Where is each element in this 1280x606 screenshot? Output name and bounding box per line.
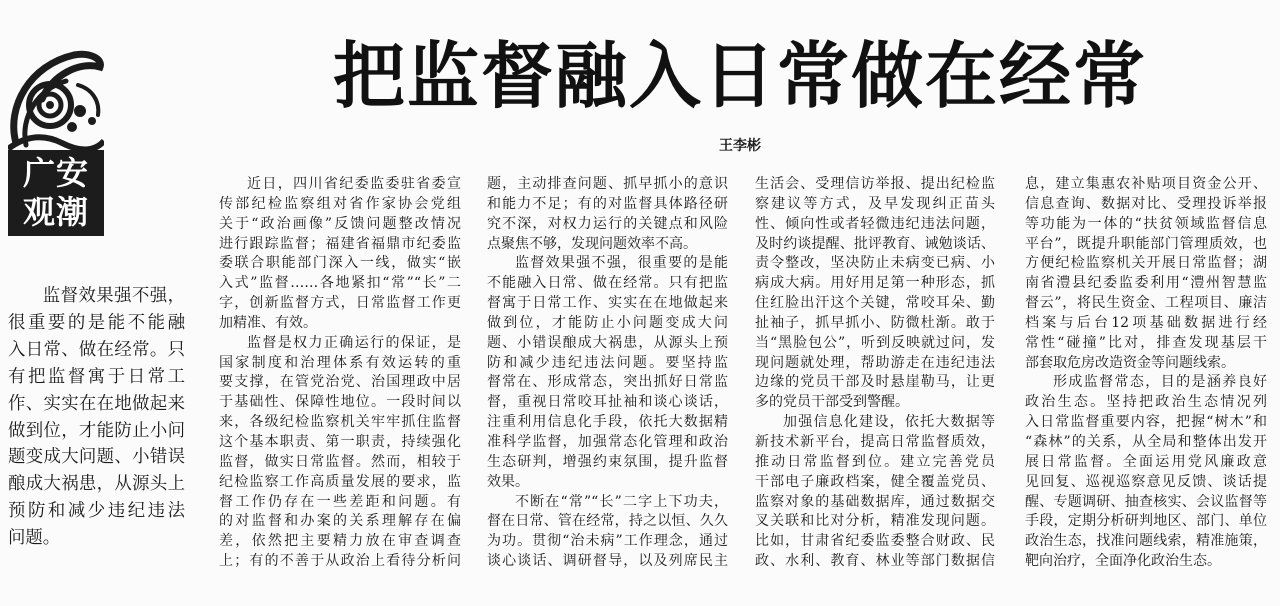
- body-line: 关于“政治画像”反馈问题整改情况: [219, 215, 461, 232]
- body-line: 的对监督和办案的关系理解存在偏: [219, 513, 461, 530]
- body-column-3: [755, 175, 995, 572]
- body-line: 点聚焦不够，发现问题效率不高。: [487, 235, 697, 252]
- body-line: 督常在、形成常态，突出抓好日常监: [487, 374, 728, 391]
- body-line: 委联合职能部门深入一线，做实“嵌: [219, 255, 461, 272]
- body-line: 常性“碰撞”比对，排查发现基层干: [1025, 334, 1267, 351]
- body-line: 推动日常监督到位。建立完善党员: [755, 453, 995, 470]
- body-line: 见回复、巡视巡察意见反馈、谈话提: [1025, 473, 1267, 490]
- body-line: 上；有的不善于从政治上看待分析问: [219, 553, 461, 570]
- body-line: 监督效果强不强，很重要的是能: [515, 255, 728, 272]
- body-column-1: [219, 175, 461, 572]
- body-line: 边缘的党员干部及时悬崖勒马，让更: [755, 374, 995, 391]
- body-line: 等功能为一体的“扶贫领域监督信息: [1025, 215, 1267, 232]
- body-line: 生态研判，增强约束氛围，提升监督: [487, 453, 728, 470]
- body-column-4: [1025, 175, 1267, 572]
- pull-quote-line: 预防和减少违纪违法: [8, 501, 185, 522]
- body-line: 题，主动排查问题、抓早抓小的意识: [487, 176, 728, 192]
- body-line: 纪检监察工作高质量发展的要求，监: [219, 473, 461, 490]
- body-line: 加强信息化建设，依托大数据等: [783, 414, 995, 431]
- body-line: 监督，做实日常监督。然而，相较于: [219, 453, 461, 470]
- pull-quote-line: 很重要的是能不能融: [8, 312, 185, 333]
- body-line: 来，各级纪检监察机关牢牢抓住监督: [219, 414, 461, 431]
- pull-quote-line: 问题。: [8, 528, 61, 549]
- body-line: 性、倾向性或者轻微违纪违法问题，: [755, 215, 995, 232]
- body-line: 督工作仍存在一些差距和问题。有: [219, 493, 461, 510]
- body-line: 手段，定期分析研判地区、部门、单位: [1025, 513, 1267, 530]
- body-line: 档案与后台12项基础数据进行经: [1025, 314, 1267, 331]
- body-line: 形成监督常态，目的是涵养良好: [1053, 374, 1267, 391]
- body-line: 字，创新监督方式，日常监督工作更: [219, 295, 461, 312]
- body-line: 不能融入日常、做在经常。只有把监: [487, 275, 728, 292]
- pull-quote-line: 题变成大问题、小错误: [8, 447, 185, 468]
- body-line: 加精准、有效。: [219, 314, 317, 331]
- pull-quote-line: 有把监督寓于日常工: [8, 366, 185, 387]
- body-line: 及时约谈提醒、批评教育、诫勉谈话、: [755, 235, 995, 252]
- body-line: 南省澧县纪委监委利用“澧州智慧监: [1025, 275, 1267, 292]
- body-line: 多的党员干部受到警醒。: [755, 394, 909, 411]
- column-name-line2: 观潮: [22, 193, 89, 231]
- body-line: 国家制度和治理体系有效运转的重: [219, 354, 461, 371]
- body-line: 醒、专题调研、抽查核实、会议监督等: [1025, 493, 1267, 510]
- body-line: 监察对象的基础数据库，通过数据交: [755, 493, 995, 510]
- body-line: 究不深，对权力运行的关键点和风险: [487, 215, 728, 232]
- body-line: “森林”的关系，从全局和整体出发开: [1025, 433, 1267, 450]
- body-line: 注重利用信息化手段，依托大数据精: [487, 414, 728, 431]
- body-line: 督云”，将民生资金、工程项目、廉洁: [1025, 295, 1267, 312]
- body-line: 传部纪检监察组对省作家协会党组: [219, 195, 461, 212]
- body-line: 信息查询、数据对比、受理投诉举报: [1025, 195, 1267, 212]
- body-line: 新技术新平台，提高日常监督质效，: [755, 433, 995, 450]
- body-line: 不断在“常”“长”二字上下功夫，: [515, 493, 728, 510]
- body-line: 靶向治疗，全面净化政治生态。: [1025, 553, 1221, 570]
- body-line: 入式”监督……各地紧扣“常”“长”二: [219, 275, 461, 292]
- body-line: 住红脸出汗这个关键，常咬耳朵、勤: [755, 295, 995, 312]
- body-line: 部套取危房改造资金等问题线索。: [1025, 354, 1235, 371]
- pull-quote-line: 作、实实在在地做起来: [8, 393, 185, 414]
- body-line: 政、水利、教育、林业等部门数据信: [755, 553, 995, 570]
- body-line: 生活会、受理信访举报、提出纪检监: [755, 176, 995, 192]
- body-line: 责令整改，坚决防止未病变已病、小: [755, 255, 995, 272]
- body-line: 差，依然把主要精力放在审查调查: [219, 533, 461, 550]
- body-line: 督寓于日常工作、实实在在地做起来: [487, 295, 728, 312]
- body-line: 叉关联和比对分析，精准发现问题。: [755, 513, 995, 530]
- pull-quote-line: 酿成大祸患，从源头上: [8, 474, 185, 495]
- body-line: 谈心谈话、调研督导，以及列席民主: [487, 553, 728, 570]
- article-author: 王李彬: [719, 138, 761, 154]
- column-name-line1: 广安: [22, 154, 89, 192]
- body-line: 方便纪检监察机关开展日常监督；湖: [1025, 255, 1267, 272]
- body-line: 入日常监督重要内容，把握“树木”和: [1025, 414, 1267, 431]
- body-line: 展日常监督。全面运用党风廉政意: [1025, 453, 1267, 470]
- pull-quote-line: 做到位，才能防止小问: [8, 420, 185, 441]
- body-line: 要支撑，在管党治党、治国理政中居: [219, 374, 461, 391]
- body-line: 干部电子廉政档案，健全覆盖党员、: [755, 473, 995, 490]
- pull-quote-line: 监督效果强不强，: [42, 286, 185, 306]
- body-line: 为功。贯彻“治未病”工作理念，通过: [487, 533, 728, 550]
- body-line: 政治生态，找准问题线索，精准施策，: [1025, 533, 1267, 550]
- wave-swirl-icon: [8, 45, 104, 151]
- body-line: 督，重视日常咬耳扯袖和谈心谈话，: [487, 394, 728, 411]
- article-title: 把监督融入日常做在经常: [332, 33, 1147, 118]
- column-name-badge: [8, 150, 104, 236]
- body-line: 准科学监督，加强常态化管理和政治: [487, 433, 728, 450]
- body-line: 于基础性、保障性地位。一段时间以: [219, 394, 461, 411]
- body-line: 息，建立集惠农补贴项目资金公开、: [1025, 176, 1267, 192]
- body-line: 当“黑脸包公”，听到反映就过问，发: [755, 334, 995, 351]
- body-line: 和能力不足；有的对监督具体路径研: [487, 195, 728, 212]
- body-column-2: [487, 175, 728, 572]
- body-line: 平台”，既提升职能部门管理质效，也: [1025, 235, 1267, 252]
- body-line: 近日，四川省纪委监委驻省委宣: [247, 176, 461, 192]
- body-line: 扯袖子，抓早抓小、防微杜渐。敢于: [755, 314, 995, 331]
- body-line: 效果。: [487, 473, 529, 490]
- body-line: 政治生态。坚持把政治生态情况列: [1025, 394, 1267, 411]
- body-line: 做到位，才能防止小问题变成大问: [487, 314, 728, 331]
- body-line: 这个基本职责、第一职责，持续强化: [219, 433, 461, 450]
- body-line: 比如，甘肃省纪委监委整合财政、民: [755, 533, 995, 550]
- body-line: 病成大病。用好用足第一种形态，抓: [755, 275, 995, 292]
- pull-quote: [8, 283, 185, 552]
- body-line: 题、小错误酿成大祸患，从源头上预: [487, 334, 728, 351]
- body-line: 督在日常、管在经常，持之以恒、久久: [487, 513, 728, 530]
- body-line: 进行跟踪监督；福建省福鼎市纪委监: [219, 235, 461, 252]
- pull-quote-line: 入日常、做在经常。只: [8, 339, 185, 360]
- body-line: 监督是权力正确运行的保证，是: [247, 334, 461, 351]
- body-line: 防和减少违纪违法问题。要坚持监: [487, 354, 728, 371]
- body-line: 察建议等方式，及早发现纠正苗头: [755, 195, 995, 212]
- body-line: 现问题就处理，帮助游走在违纪违法: [755, 354, 995, 371]
